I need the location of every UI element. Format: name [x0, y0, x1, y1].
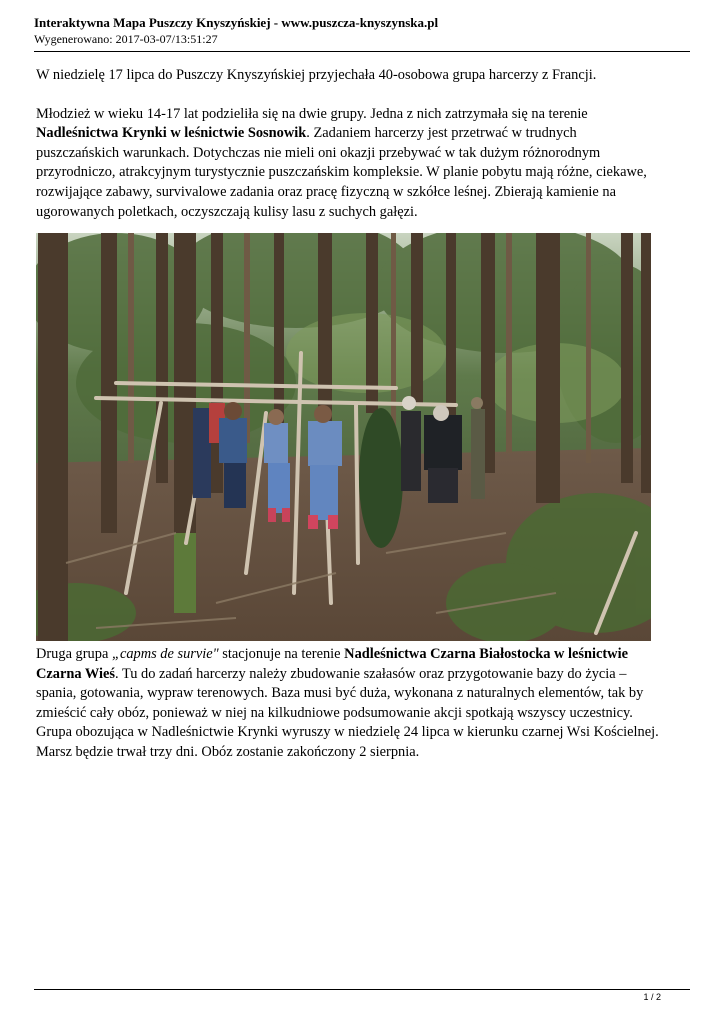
bold-location-krynki: Nadleśnictwa Krynki w leśnictwie Sosnowik — [36, 125, 307, 142]
paragraph-text: Druga grupa — [36, 646, 112, 662]
bold-location-czarna: Nadleśnictwa Czarna Białostocka w leśnictwie Czarna Wieś — [36, 646, 628, 682]
generated-timestamp: Wygenerowano: 2017-03-07/13:51:27 — [34, 32, 218, 46]
paragraph-intro: W niedzielę 17 lipca do Puszczy Knyszyńskiej przyjechała 40-osobowa grupa harcerzy z Francji. — [36, 67, 597, 83]
paragraph-text: . Zadaniem harcerzy jest przetrwać w trudnych puszczańskich warunkach. Dotychczas nie mieli oni okazji przebywać w tak dużym różnorodnym przyrodniczo, atrakcyjnym turystycznie puszczańskim kompleksie. W planie pobytu mają różne, ciekawe, rozwijające zabawy, survivalowe zadania oraz pracę fizyczną w szkółce leśnej. Zbierają kamienie na ugorowanych poletkach, oczyszczają kulisy lasu z suchych gałęzi. — [36, 125, 647, 220]
paragraph-text: stacjonuje na terenie — [218, 646, 345, 662]
article-body-top — [36, 66, 660, 222]
article-body-bottom — [36, 645, 660, 763]
paragraph-text: . Tu do zadań harcerzy należy zbudowanie szałasów oraz przygotowanie bazy do życia – spania, gotowania, wypraw terenowych. Baza musi być duża, wykonana z naturalnych elementów, tak by zmieścić cały obóz, ponieważ w niej na kilkudniowe podsumowanie akcji spotkają wszyscy uczestnicy. Grupa obozująca w Nadleśnictwie Krynki wyruszy w niedzielę 24 lipca w kierunku czarnej Wsi Kościelnej. Marsz będzie trwał trzy dni. Obóz zostanie zakończony 2 sierpnia. — [36, 665, 659, 760]
page-header — [34, 14, 690, 47]
paragraph-group-two — [36, 645, 660, 763]
header-title: Interaktywna Mapa Puszczy Knyszyńskiej - www.puszcza-knyszynska.pl — [34, 15, 439, 30]
paragraph-text: Młodzież w wieku 14-17 lat podzieliła się na dwie grupy. Jedna z nich zatrzymała się na terenie — [36, 105, 588, 122]
paragraph-group-one — [36, 105, 660, 223]
page-number: 1 / 2 — [643, 992, 661, 1002]
forest-camp-photo — [36, 233, 651, 641]
footer-divider — [34, 989, 690, 990]
header-divider — [34, 51, 690, 52]
italic-quote: „capms de survie" — [111, 646, 219, 662]
article-photo — [36, 233, 651, 641]
